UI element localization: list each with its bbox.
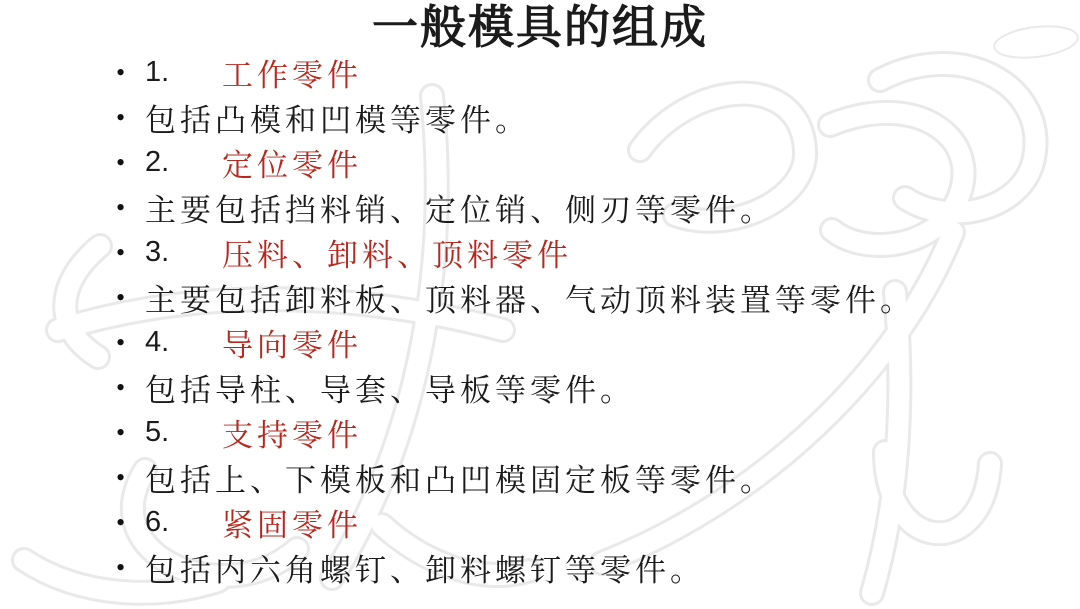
item-number: 2. (145, 146, 170, 178)
item-number: 4. (145, 326, 170, 358)
list-item (116, 545, 915, 590)
list-item (116, 50, 915, 95)
item-detail-text: 主要包括挡料销、定位销、侧刃等零件。 (145, 193, 775, 228)
bullet-icon: • (116, 192, 126, 222)
item-number: 3. (145, 236, 170, 268)
bullet-list (0, 50, 915, 590)
bullet-icon: • (116, 417, 126, 447)
list-item (116, 365, 915, 410)
bullet-icon: • (116, 462, 126, 492)
bullet-icon: • (116, 102, 126, 132)
item-detail-text: 包括内六角螺钉、卸料螺钉等零件。 (145, 553, 705, 588)
item-heading-label: 支持零件 (222, 418, 362, 453)
bullet-icon: • (116, 552, 126, 582)
item-heading-label: 紧固零件 (222, 508, 362, 543)
item-heading-label: 定位零件 (222, 148, 362, 183)
item-number: 1. (145, 56, 170, 88)
list-item (116, 320, 915, 365)
item-detail-text: 包括导柱、导套、导板等零件。 (145, 373, 635, 408)
item-number: 6. (145, 506, 170, 538)
bullet-icon: • (116, 327, 126, 357)
bullet-icon: • (116, 507, 126, 537)
bullet-icon: • (116, 372, 126, 402)
list-item (116, 500, 915, 545)
bullet-icon: • (116, 237, 126, 267)
item-number: 5. (145, 416, 170, 448)
list-item (116, 185, 915, 230)
page-title: 一般模具的组成 (372, 2, 708, 53)
list-item (116, 455, 915, 500)
bullet-icon: • (116, 57, 126, 87)
list-item (116, 275, 915, 320)
item-heading-label: 工作零件 (222, 58, 362, 93)
bullet-icon: • (116, 147, 126, 177)
item-detail-text: 包括凸模和凹模等零件。 (145, 103, 530, 138)
item-detail-text: 包括上、下模板和凸凹模固定板等零件。 (145, 463, 775, 498)
bullet-icon: • (116, 282, 126, 312)
item-heading-label: 压料、卸料、顶料零件 (222, 238, 572, 273)
list-item (116, 140, 915, 185)
list-item (116, 230, 915, 275)
list-item (116, 410, 915, 455)
list-item (116, 95, 915, 140)
item-heading-label: 导向零件 (222, 328, 362, 363)
item-detail-text: 主要包括卸料板、顶料器、气动顶料装置等零件。 (145, 283, 915, 318)
